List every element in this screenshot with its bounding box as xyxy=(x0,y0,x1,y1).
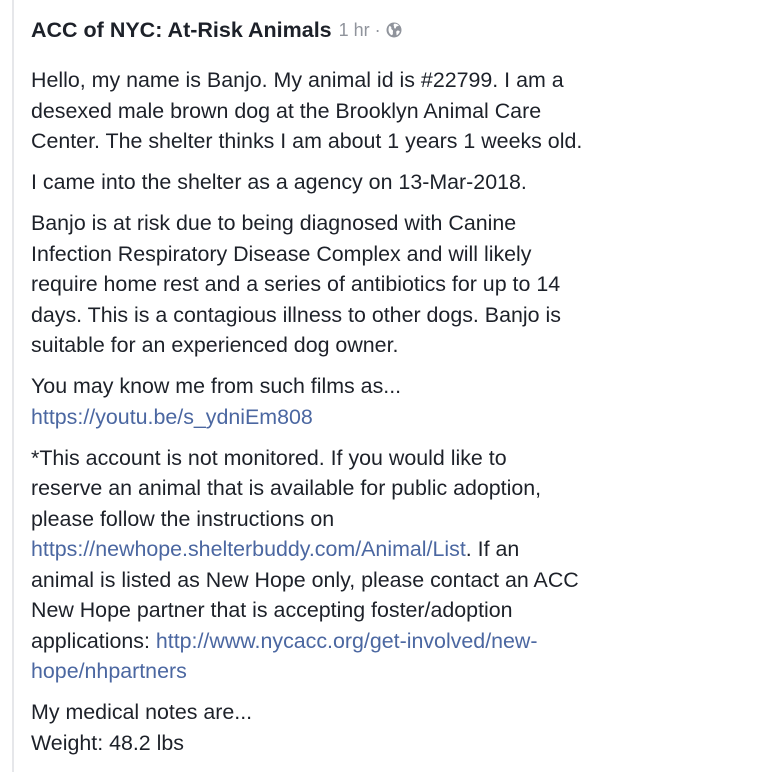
text-line: New Hope partner that is accepting foster/adoption xyxy=(31,598,513,622)
text-line: days. This is a contagious illness to other dogs. Banjo is xyxy=(31,302,561,327)
text-line: reserve an animal that is available for public adoption, xyxy=(31,476,542,500)
paragraph-risk xyxy=(31,208,741,361)
text-line: animal is listed as New Hope only, please contact an ACC xyxy=(31,567,579,592)
thread-left-rule xyxy=(12,0,14,772)
page-name-link[interactable]: ACC of NYC: At-Risk Animals xyxy=(31,17,332,42)
text-line: I came into the shelter as a agency on 13-Mar-2018. xyxy=(31,170,527,194)
text-line: Infection Respiratory Disease Complex and will likely xyxy=(31,241,532,266)
post-header xyxy=(31,12,741,48)
paragraph-intro xyxy=(31,65,741,157)
shelterbuddy-link[interactable]: https://newhope.shelterbuddy.com/Animal/List xyxy=(31,537,466,561)
text-line: please follow the instructions on xyxy=(31,506,335,531)
paragraph-films xyxy=(31,371,741,432)
text-line: desexed male brown dog at the Brooklyn Animal Care xyxy=(31,98,542,123)
text-line: My medical notes are... xyxy=(31,700,253,724)
text-fragment: . If an xyxy=(465,537,520,561)
nhpartners-link[interactable]: http://www.nycacc.org/get-involved/new- xyxy=(155,628,538,653)
post xyxy=(31,12,741,769)
nhpartners-link-continued[interactable]: hope/nhpartners xyxy=(31,659,187,683)
text-line: *This account is not monitored. If you would like to xyxy=(31,445,507,470)
timestamp-link[interactable]: 1 hr xyxy=(338,19,370,40)
text-line: Center. The shelter thinks I am about 1 years 1 weeks old. xyxy=(31,129,583,153)
text-line: Hello, my name is Banjo. My animal id is #22799. I am a xyxy=(31,68,564,92)
text-line: You may know me from such films as... xyxy=(31,374,402,398)
meta-separator: · xyxy=(374,19,381,40)
paragraph-intake xyxy=(31,167,741,198)
text-line: require home rest and a series of antibiotics for up to 14 xyxy=(31,272,561,296)
text-line: Weight: 48.2 lbs xyxy=(31,730,184,755)
paragraph-medical xyxy=(31,697,741,758)
text-line: suitable for an experienced dog owner. xyxy=(31,333,399,357)
text-line: Banjo is at risk due to being diagnosed with Canine xyxy=(31,211,517,235)
paragraph-disclaimer xyxy=(31,443,741,687)
post-body xyxy=(31,65,741,758)
text-fragment: applications: xyxy=(31,628,156,653)
globe-icon[interactable] xyxy=(386,22,402,38)
youtube-link[interactable]: https://youtu.be/s_ydniEm808 xyxy=(31,404,313,429)
post-meta xyxy=(339,20,402,41)
